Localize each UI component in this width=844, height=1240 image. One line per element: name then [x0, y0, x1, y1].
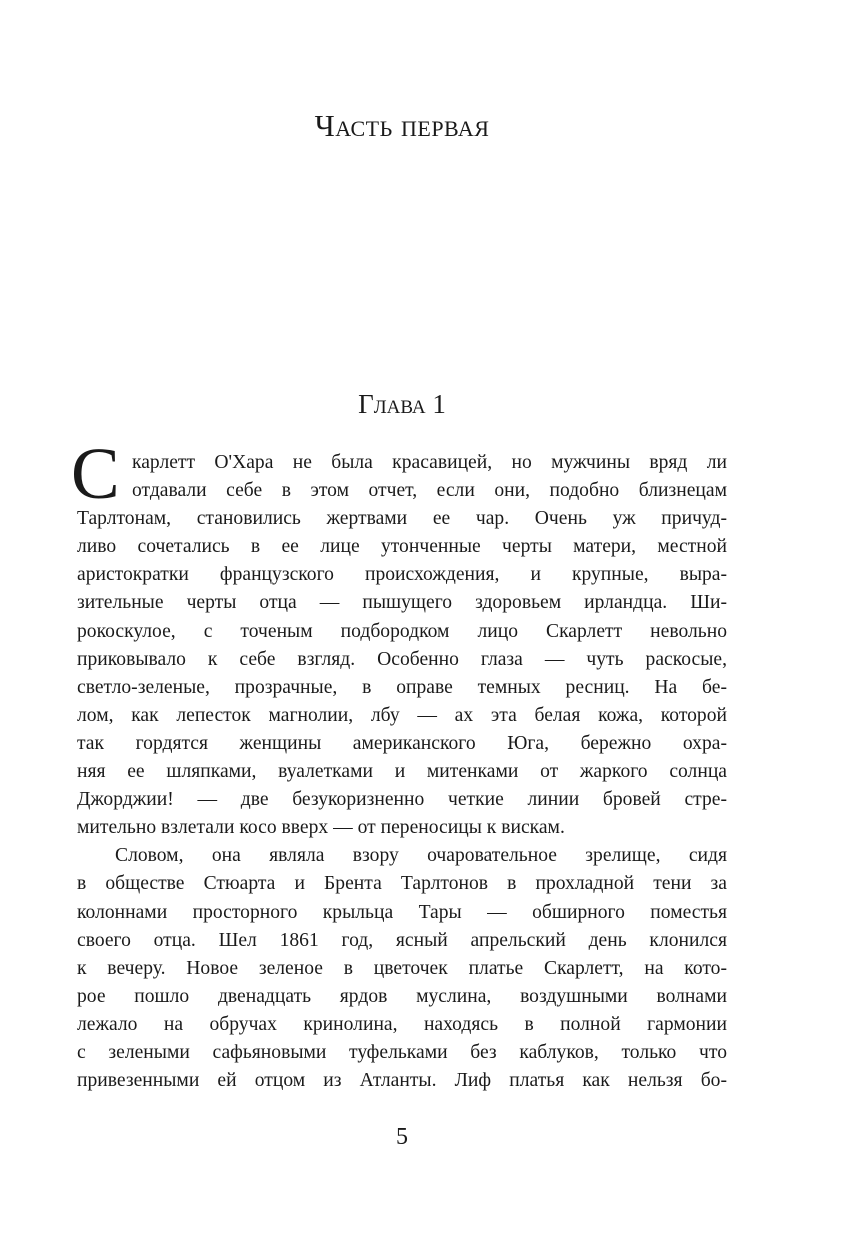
text-line: так гордятся женщины американского Юга, бережно охра- [77, 732, 727, 754]
text-line: Тарлтонам, становились жертвами ее чар. Очень уж причуд- [77, 508, 727, 530]
text-line: привезенными ей отцом из Атланты. Лиф платья как нельзя бо- [77, 1070, 727, 1092]
text-line: аристократки французского происхождения, и крупные, выра- [77, 564, 727, 586]
text-line: в обществе Стюарта и Брента Тарлтонов в прохладной тени за [77, 873, 727, 895]
drop-cap: С [71, 433, 120, 514]
text-line: ливо сочетались в ее лице утонченные черты матери, местной [77, 536, 727, 558]
text-line: Словом, она являла взору очаровательное зрелище, сидя [115, 845, 727, 867]
text-line: к вечеру. Новое зеленое в цветочек платье Скарлетт, на кото- [77, 957, 727, 979]
text-line: лом, как лепесток магнолии, лбу — ах эта белая кожа, которой [77, 704, 727, 726]
text-line: светло-зеленые, прозрачные, в оправе темных ресниц. На бе- [77, 676, 727, 698]
text-line: рое пошло двенадцать ярдов муслина, воздушными волнами [77, 985, 727, 1007]
text-line: Джорджии! — две безукоризненно четкие линии бровей стре- [77, 789, 727, 811]
text-line: лежало на обручах кринолина, находясь в полной гармонии [77, 1013, 727, 1035]
chapter-body [71, 433, 727, 1095]
page-number: 5 [396, 1124, 408, 1150]
chapter-title: Глава 1 [358, 389, 446, 419]
text-line: приковывало к себе взгляд. Особенно глаза — чуть раскосые, [77, 648, 727, 670]
text-line: колоннами просторного крыльца Тары — обширного поместья [77, 901, 727, 923]
text-line: няя ее шляпками, вуалетками и митенками от жаркого солнца [77, 761, 727, 783]
text-line: зительные черты отца — пышущего здоровьем ирландца. Ши- [77, 592, 727, 614]
part-title: Часть первая [314, 108, 490, 143]
text-line: мительно взлетали косо вверх — от переносицы к вискам. [77, 817, 565, 839]
text-line: своего отца. Шел 1861 год, ясный апрельский день клонился [77, 929, 727, 951]
text-line: отдавали себе в этом отчет, если они, подобно близнецам [132, 480, 727, 502]
text-line: карлетт О'Хара не была красавицей, но мужчины вряд ли [132, 452, 727, 473]
text-line: рокоскулое, с точеным подбородком лицо Скарлетт невольно [77, 620, 727, 642]
text-line: с зелеными сафьяновыми туфельками без каблуков, только что [77, 1041, 727, 1063]
